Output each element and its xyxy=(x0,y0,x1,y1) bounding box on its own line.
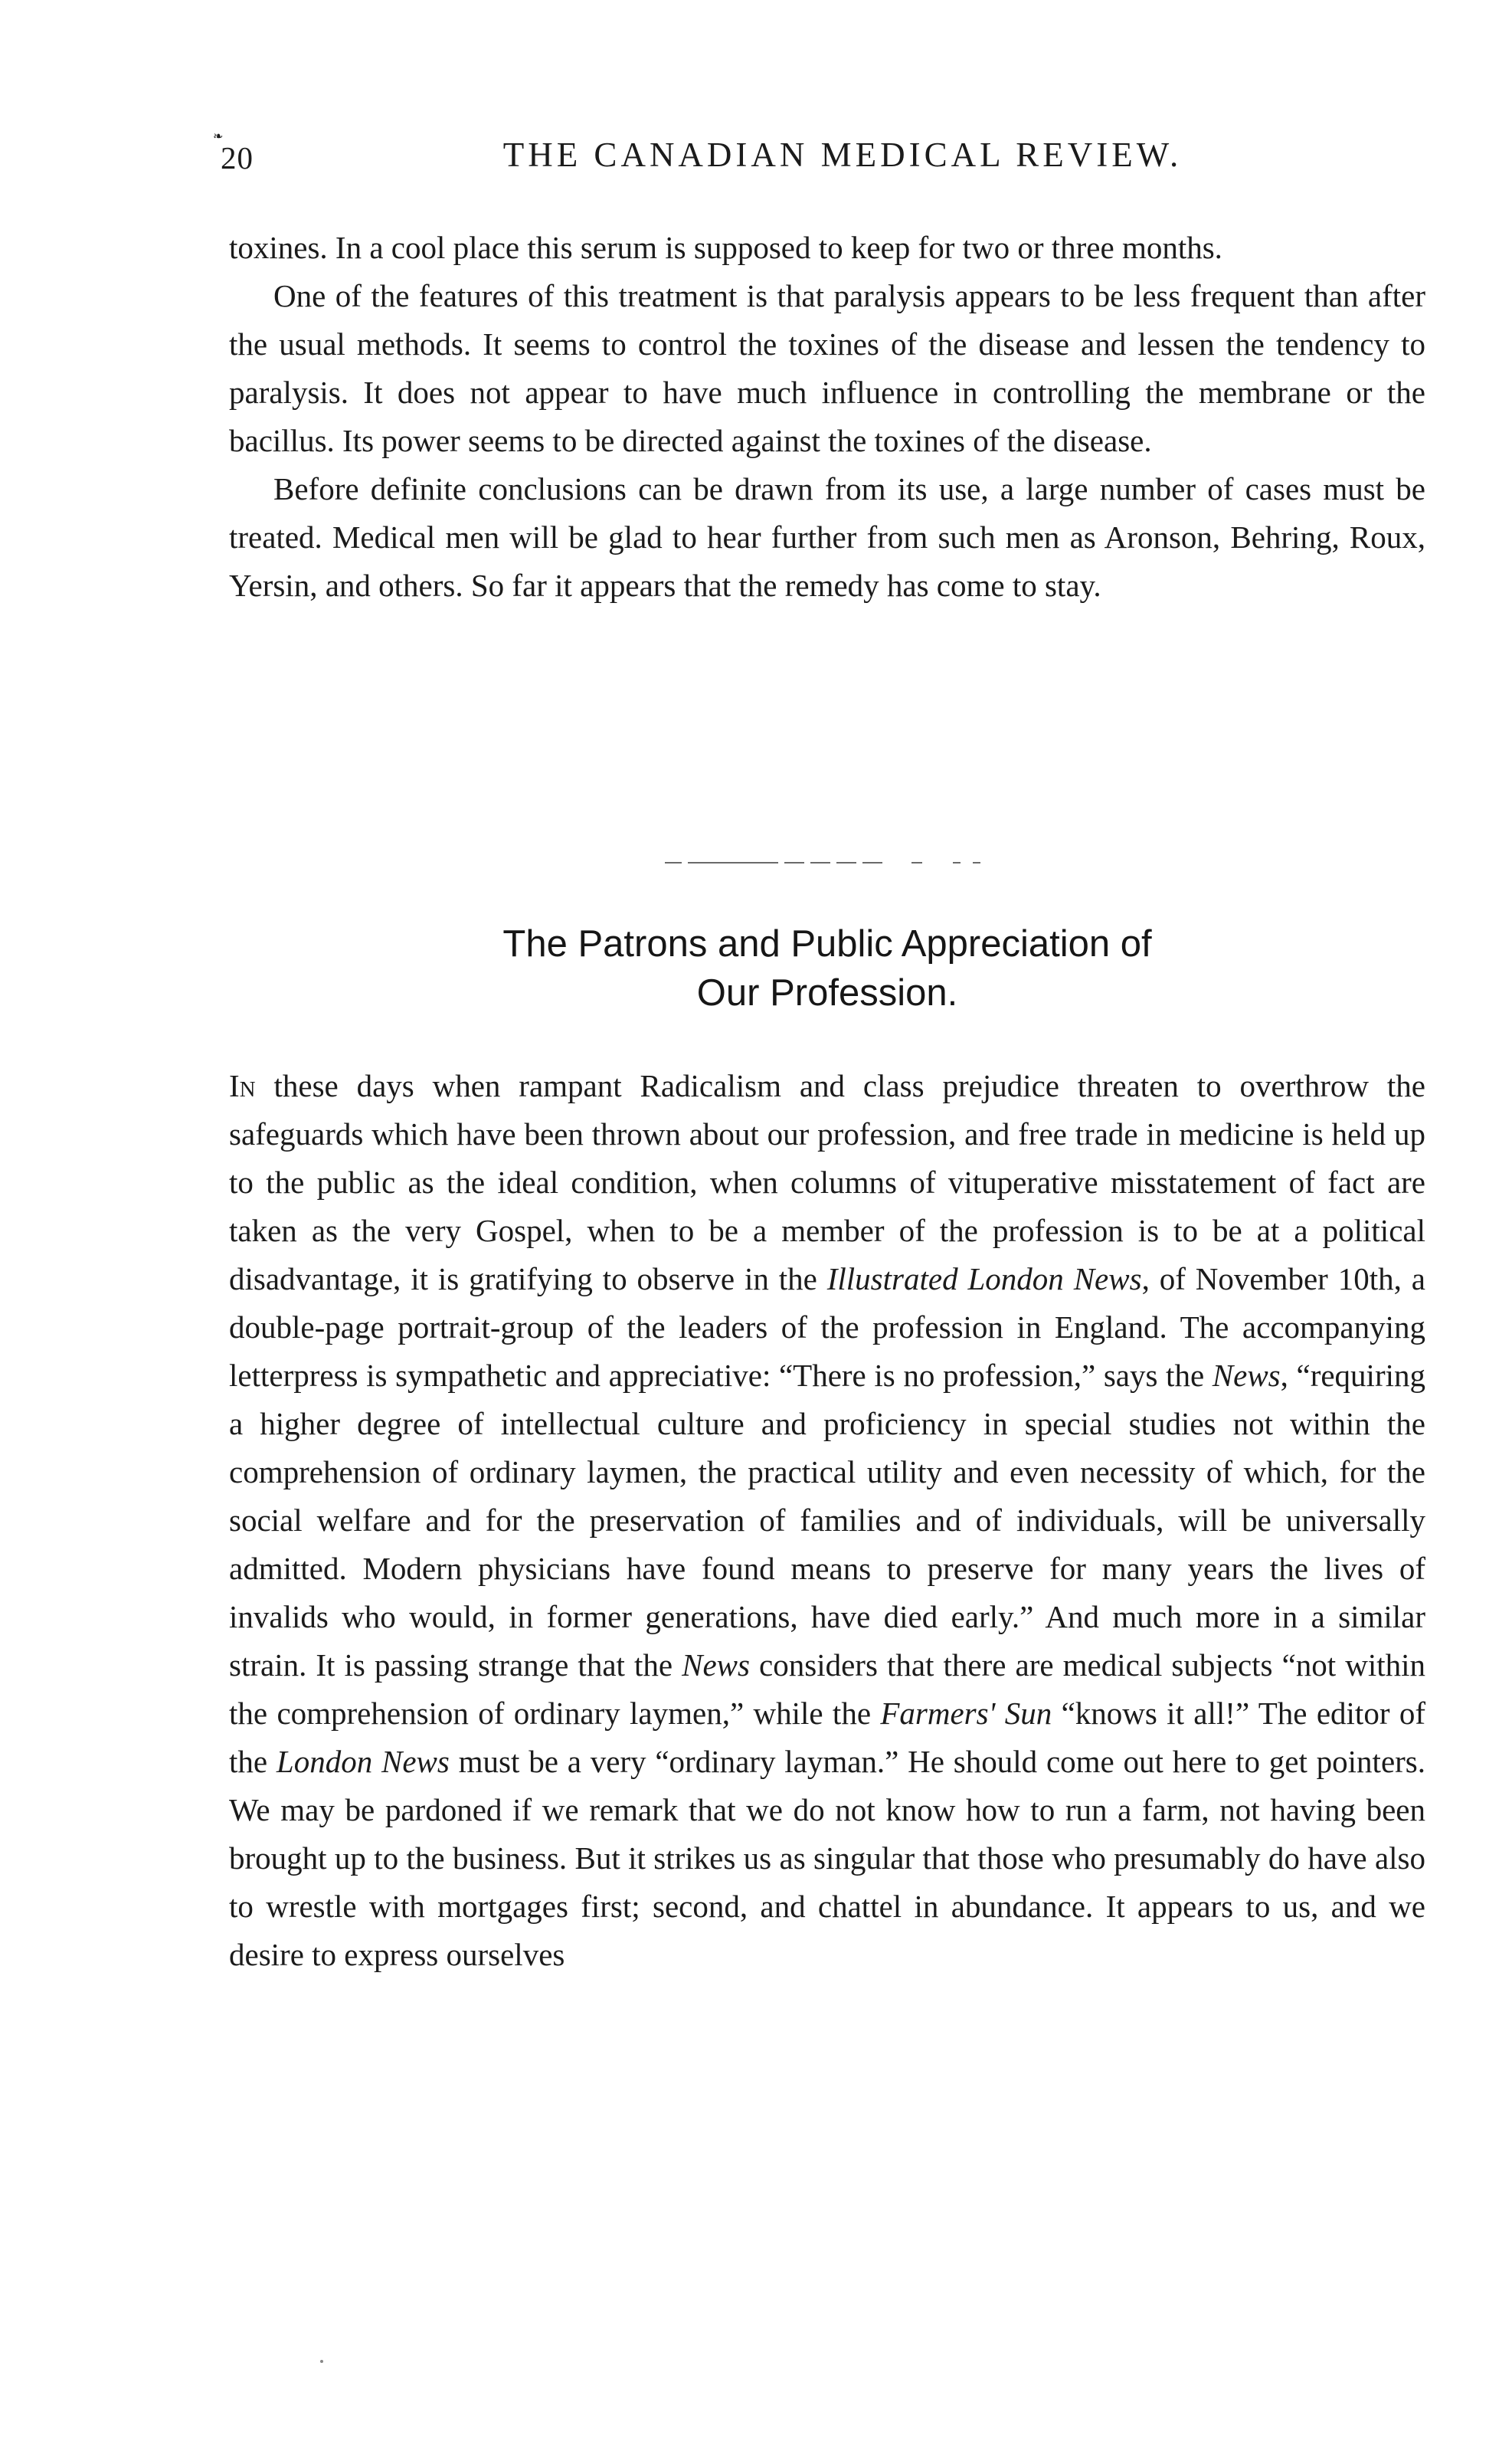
page-number: ❧ 20 xyxy=(221,139,254,176)
publication-title: Illustrated London News xyxy=(826,1261,1142,1296)
article-title-line: The Patrons and Public Appreciation of xyxy=(502,923,1152,965)
paragraph xyxy=(229,1062,1425,1979)
journal-title: THE CANADIAN MEDICAL REVIEW. xyxy=(502,136,1183,174)
section-divider xyxy=(665,857,987,869)
paragraph: Before definite conclusions can be drawn from its use, a large number of cases must be treated. Medical men will be glad to hear further from such men as Aronson, Behring, Roux, Yersin, and others. So far it appears that the remedy has come to stay. xyxy=(229,471,1425,603)
article-title-line: Our Profession. xyxy=(696,972,958,1014)
running-head xyxy=(221,135,1422,188)
paragraph: One of the features of this treatment is that paralysis appears to be less frequent than after the usual methods. It seems to control the toxines of the disease and lessen the tendency to paralysis. It does not appear to have much influence in controlling the membrane or the bacillus. Its power seems to be directed against the toxines of the disease. xyxy=(229,278,1425,458)
paragraph: toxines. In a cool place this serum is supposed to keep for two or three months. xyxy=(229,230,1222,265)
text-run: “knows it all!” The editor of the xyxy=(229,1696,1425,1779)
article-body xyxy=(229,1062,1425,1979)
article-title xyxy=(229,919,1425,1017)
lead-word: In xyxy=(229,1068,256,1103)
text-run: , of November 10th, a double-page portrait-group of the leaders of the profession in England. The accompanying letterpress is sympathetic and appreciative: “There is no profession,” says the xyxy=(229,1261,1425,1393)
publication-title: News xyxy=(682,1647,750,1683)
print-speck xyxy=(320,2360,323,2363)
publication-title: News xyxy=(1212,1358,1281,1393)
publication-title: London News xyxy=(276,1744,450,1779)
text-run: these days when rampant Radicalism and class prejudice threaten to overthrow the safeguards which have been thrown about our profession, and free trade in medicine is held up to the public as the ideal condition, when columns of vituperative misstatement of fact are taken as the very Gospel, when to be a member of the profession is to be at a political disadvantage, it is gratifying to observe in the xyxy=(229,1068,1425,1296)
text-run: must be a very “ordinary layman.” He should come out here to get pointers. We may be pardoned if we remark that we do not know how to run a farm, not having been brought up to the business. But it strikes us as singular that those who presumably do have also to wrestle with mortgages first; second, and chattel in abundance. It appears to us, and we desire to express ourselves xyxy=(229,1744,1425,1972)
text-run: considers that there are medical subjects “not within the comprehension of ordinary laymen,” while the xyxy=(229,1647,1426,1731)
text-run: , “requiring a higher degree of intellectual culture and proficiency in special studies not within the comprehension of ordinary laymen, the practical utility and even necessity of which, for the social welfare and for the preservation of families and of individuals, will be universally admitted. Modern physicians have found means to preserve for many years the lives of invalids who would, in former generations, have died early.” And much more in a similar strain. It is passing strange that the xyxy=(229,1358,1425,1683)
continued-article-text xyxy=(229,224,1425,610)
publication-title: Farmers' Sun xyxy=(880,1696,1052,1731)
